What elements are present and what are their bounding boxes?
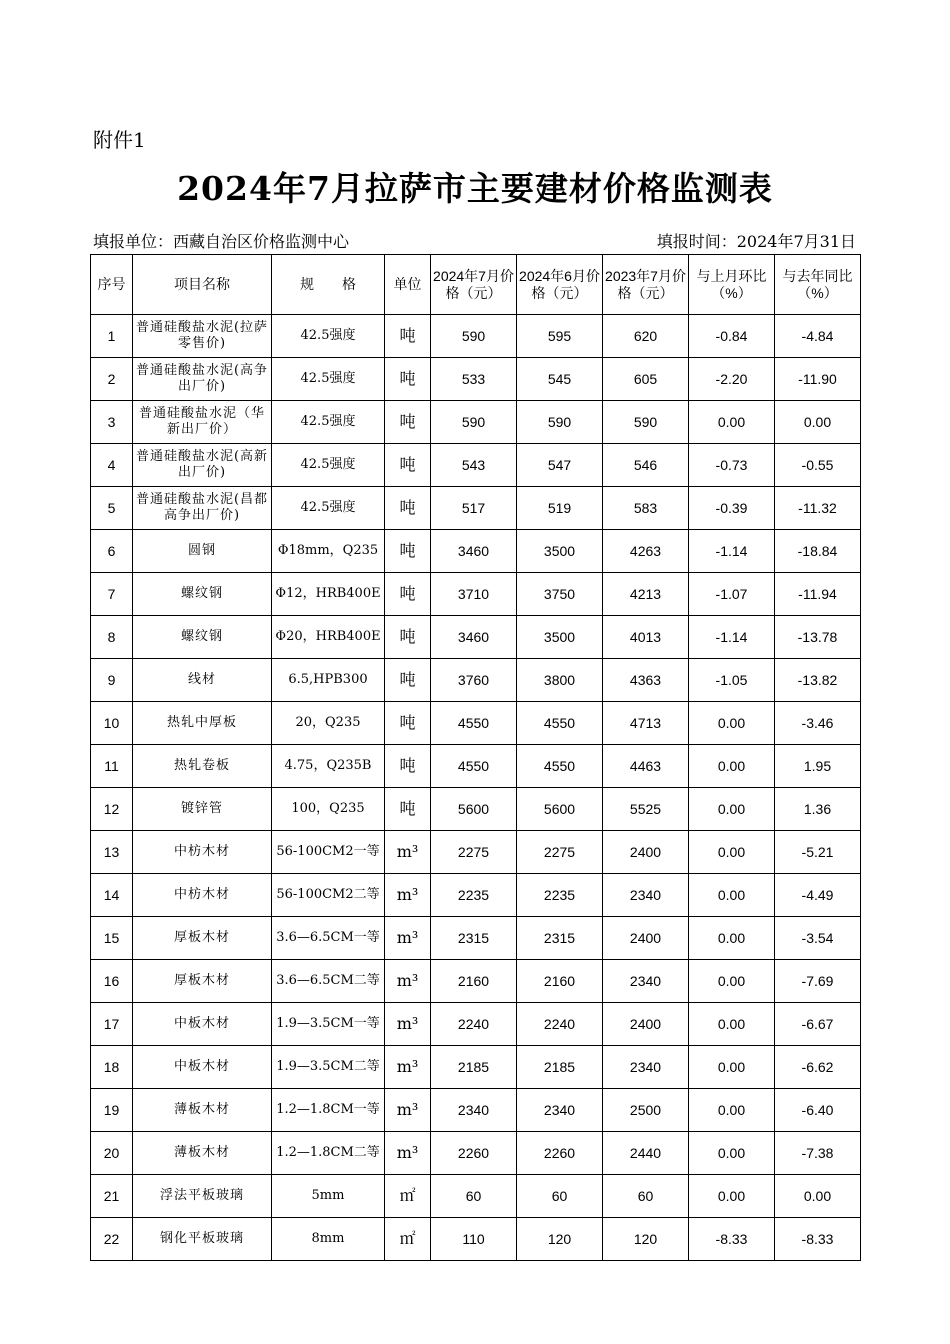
table-row xyxy=(91,315,861,358)
cell-unit: ㎡ xyxy=(385,1175,431,1218)
cell-price-2023-07: 2340 xyxy=(603,874,689,917)
cell-mom: 0.00 xyxy=(689,745,775,788)
table-row xyxy=(91,444,861,487)
cell-price-2024-06: 545 xyxy=(517,358,603,401)
cell-spec: Φ18mm，Q235 xyxy=(272,530,385,573)
cell-spec: 1.9—3.5CM二等 xyxy=(272,1046,385,1089)
cell-mom: 0.00 xyxy=(689,1003,775,1046)
cell-mom: 0.00 xyxy=(689,401,775,444)
cell-unit: 吨 xyxy=(385,315,431,358)
cell-unit: m³ xyxy=(385,831,431,874)
cell-seq: 5 xyxy=(91,487,133,530)
cell-item-name: 厚板木材 xyxy=(133,917,272,960)
table-row xyxy=(91,1046,861,1089)
cell-spec: 4.75，Q235B xyxy=(272,745,385,788)
cell-unit: 吨 xyxy=(385,444,431,487)
cell-price-2023-07: 4213 xyxy=(603,573,689,616)
header-item-name: 项目名称 xyxy=(133,255,272,315)
cell-unit: 吨 xyxy=(385,358,431,401)
cell-mom: -8.33 xyxy=(689,1218,775,1261)
cell-seq: 8 xyxy=(91,616,133,659)
cell-price-2024-07: 3710 xyxy=(431,573,517,616)
cell-spec: 100，Q235 xyxy=(272,788,385,831)
cell-price-2024-07: 590 xyxy=(431,315,517,358)
table-row xyxy=(91,401,861,444)
cell-yoy: -7.69 xyxy=(775,960,861,1003)
cell-price-2024-06: 2235 xyxy=(517,874,603,917)
cell-mom: -1.05 xyxy=(689,659,775,702)
cell-spec: 20，Q235 xyxy=(272,702,385,745)
cell-price-2024-07: 533 xyxy=(431,358,517,401)
cell-item-name: 中枋木材 xyxy=(133,831,272,874)
cell-unit: m³ xyxy=(385,1046,431,1089)
table-row xyxy=(91,960,861,1003)
cell-mom: -1.14 xyxy=(689,616,775,659)
cell-item-name: 薄板木材 xyxy=(133,1089,272,1132)
cell-seq: 13 xyxy=(91,831,133,874)
cell-unit: 吨 xyxy=(385,616,431,659)
cell-yoy: -6.62 xyxy=(775,1046,861,1089)
cell-price-2024-07: 60 xyxy=(431,1175,517,1218)
cell-mom: -0.73 xyxy=(689,444,775,487)
cell-price-2024-07: 517 xyxy=(431,487,517,530)
cell-seq: 3 xyxy=(91,401,133,444)
cell-price-2024-06: 590 xyxy=(517,401,603,444)
cell-spec: 1.9—3.5CM一等 xyxy=(272,1003,385,1046)
cell-seq: 6 xyxy=(91,530,133,573)
cell-price-2023-07: 2500 xyxy=(603,1089,689,1132)
table-row xyxy=(91,831,861,874)
cell-item-name: 浮法平板玻璃 xyxy=(133,1175,272,1218)
cell-spec: 3.6—6.5CM二等 xyxy=(272,960,385,1003)
cell-seq: 11 xyxy=(91,745,133,788)
cell-price-2024-06: 4550 xyxy=(517,702,603,745)
cell-price-2023-07: 4363 xyxy=(603,659,689,702)
cell-mom: -1.07 xyxy=(689,573,775,616)
cell-seq: 12 xyxy=(91,788,133,831)
cell-price-2024-06: 2240 xyxy=(517,1003,603,1046)
cell-yoy: 1.36 xyxy=(775,788,861,831)
table-row xyxy=(91,788,861,831)
cell-price-2023-07: 620 xyxy=(603,315,689,358)
attachment-label: 附件1 xyxy=(93,128,146,152)
cell-item-name: 螺纹钢 xyxy=(133,573,272,616)
cell-price-2023-07: 605 xyxy=(603,358,689,401)
cell-mom: 0.00 xyxy=(689,1046,775,1089)
cell-price-2023-07: 4013 xyxy=(603,616,689,659)
cell-price-2024-07: 2235 xyxy=(431,874,517,917)
cell-item-name: 中板木材 xyxy=(133,1046,272,1089)
cell-price-2024-07: 543 xyxy=(431,444,517,487)
price-table xyxy=(90,254,861,1261)
cell-price-2024-07: 3460 xyxy=(431,530,517,573)
header-mom: 与上月环比（%） xyxy=(689,255,775,315)
cell-price-2024-07: 2315 xyxy=(431,917,517,960)
cell-spec: Φ20，HRB400E xyxy=(272,616,385,659)
cell-price-2023-07: 120 xyxy=(603,1218,689,1261)
cell-unit: m³ xyxy=(385,917,431,960)
cell-seq: 7 xyxy=(91,573,133,616)
table-row xyxy=(91,573,861,616)
cell-price-2024-07: 3760 xyxy=(431,659,517,702)
cell-price-2024-06: 5600 xyxy=(517,788,603,831)
filler-unit: 填报单位：西藏自治区价格监测中心 xyxy=(93,232,350,251)
cell-spec: Φ12，HRB400E xyxy=(272,573,385,616)
cell-price-2024-06: 2260 xyxy=(517,1132,603,1175)
cell-yoy: 0.00 xyxy=(775,401,861,444)
cell-spec: 8mm xyxy=(272,1218,385,1261)
cell-spec: 5mm xyxy=(272,1175,385,1218)
table-row xyxy=(91,358,861,401)
cell-unit: 吨 xyxy=(385,659,431,702)
cell-yoy: -7.38 xyxy=(775,1132,861,1175)
cell-yoy: -3.54 xyxy=(775,917,861,960)
cell-item-name: 普通硅酸盐水泥（华新出厂价） xyxy=(133,401,272,444)
cell-unit: 吨 xyxy=(385,745,431,788)
cell-price-2024-07: 590 xyxy=(431,401,517,444)
table-row xyxy=(91,1175,861,1218)
cell-spec: 42.5强度 xyxy=(272,444,385,487)
cell-yoy: -5.21 xyxy=(775,831,861,874)
cell-yoy: -0.55 xyxy=(775,444,861,487)
cell-yoy: -13.78 xyxy=(775,616,861,659)
cell-price-2024-06: 2340 xyxy=(517,1089,603,1132)
cell-unit: 吨 xyxy=(385,487,431,530)
cell-unit: m³ xyxy=(385,960,431,1003)
cell-mom: 0.00 xyxy=(689,1132,775,1175)
cell-unit: m³ xyxy=(385,874,431,917)
cell-yoy: 1.95 xyxy=(775,745,861,788)
cell-spec: 42.5强度 xyxy=(272,315,385,358)
cell-price-2023-07: 60 xyxy=(603,1175,689,1218)
cell-price-2024-06: 3800 xyxy=(517,659,603,702)
cell-item-name: 线材 xyxy=(133,659,272,702)
cell-price-2023-07: 2340 xyxy=(603,1046,689,1089)
cell-price-2024-06: 2315 xyxy=(517,917,603,960)
cell-price-2024-06: 3750 xyxy=(517,573,603,616)
cell-mom: 0.00 xyxy=(689,960,775,1003)
table-row xyxy=(91,874,861,917)
cell-item-name: 中枋木材 xyxy=(133,874,272,917)
cell-spec: 56-100CM2二等 xyxy=(272,874,385,917)
cell-yoy: -3.46 xyxy=(775,702,861,745)
cell-price-2023-07: 2340 xyxy=(603,960,689,1003)
cell-seq: 9 xyxy=(91,659,133,702)
cell-item-name: 普通硅酸盐水泥(高争出厂价) xyxy=(133,358,272,401)
cell-yoy: -13.82 xyxy=(775,659,861,702)
cell-yoy: -6.67 xyxy=(775,1003,861,1046)
header-seq: 序号 xyxy=(91,255,133,315)
cell-price-2024-07: 2160 xyxy=(431,960,517,1003)
cell-price-2024-06: 120 xyxy=(517,1218,603,1261)
cell-price-2024-06: 3500 xyxy=(517,530,603,573)
cell-price-2023-07: 4713 xyxy=(603,702,689,745)
table-row xyxy=(91,616,861,659)
cell-unit: m³ xyxy=(385,1132,431,1175)
cell-unit: ㎡ xyxy=(385,1218,431,1261)
table-row xyxy=(91,702,861,745)
header-price-2024-07: 2024年7月价格（元） xyxy=(431,255,517,315)
table-row xyxy=(91,1003,861,1046)
cell-mom: 0.00 xyxy=(689,788,775,831)
cell-item-name: 普通硅酸盐水泥(高新出厂价) xyxy=(133,444,272,487)
cell-price-2024-07: 2340 xyxy=(431,1089,517,1132)
cell-price-2023-07: 2400 xyxy=(603,917,689,960)
cell-price-2024-07: 4550 xyxy=(431,702,517,745)
cell-price-2024-07: 2185 xyxy=(431,1046,517,1089)
cell-yoy: -4.84 xyxy=(775,315,861,358)
cell-unit: 吨 xyxy=(385,401,431,444)
cell-yoy: 0.00 xyxy=(775,1175,861,1218)
cell-item-name: 热轧中厚板 xyxy=(133,702,272,745)
header-spec: 规 格 xyxy=(272,255,385,315)
cell-seq: 4 xyxy=(91,444,133,487)
cell-price-2023-07: 5525 xyxy=(603,788,689,831)
cell-item-name: 普通硅酸盐水泥(昌都高争出厂价) xyxy=(133,487,272,530)
table-row xyxy=(91,530,861,573)
cell-unit: m³ xyxy=(385,1089,431,1132)
cell-mom: 0.00 xyxy=(689,702,775,745)
cell-item-name: 普通硅酸盐水泥(拉萨零售价) xyxy=(133,315,272,358)
cell-unit: 吨 xyxy=(385,573,431,616)
cell-price-2023-07: 4263 xyxy=(603,530,689,573)
cell-mom: 0.00 xyxy=(689,1089,775,1132)
cell-unit: m³ xyxy=(385,1003,431,1046)
cell-spec: 42.5强度 xyxy=(272,487,385,530)
header-yoy: 与去年同比（%） xyxy=(775,255,861,315)
cell-price-2024-07: 2275 xyxy=(431,831,517,874)
cell-seq: 15 xyxy=(91,917,133,960)
cell-seq: 20 xyxy=(91,1132,133,1175)
table-row xyxy=(91,1218,861,1261)
table-row xyxy=(91,917,861,960)
cell-item-name: 镀锌管 xyxy=(133,788,272,831)
cell-price-2024-07: 4550 xyxy=(431,745,517,788)
cell-price-2024-06: 3500 xyxy=(517,616,603,659)
cell-price-2023-07: 4463 xyxy=(603,745,689,788)
cell-seq: 17 xyxy=(91,1003,133,1046)
cell-price-2024-06: 2275 xyxy=(517,831,603,874)
cell-price-2024-06: 519 xyxy=(517,487,603,530)
cell-seq: 22 xyxy=(91,1218,133,1261)
cell-price-2023-07: 2400 xyxy=(603,1003,689,1046)
cell-yoy: -11.32 xyxy=(775,487,861,530)
cell-price-2024-07: 3460 xyxy=(431,616,517,659)
cell-price-2023-07: 546 xyxy=(603,444,689,487)
cell-item-name: 中板木材 xyxy=(133,1003,272,1046)
cell-yoy: -11.90 xyxy=(775,358,861,401)
cell-seq: 2 xyxy=(91,358,133,401)
cell-price-2024-06: 547 xyxy=(517,444,603,487)
cell-seq: 18 xyxy=(91,1046,133,1089)
cell-mom: 0.00 xyxy=(689,874,775,917)
cell-mom: 0.00 xyxy=(689,1175,775,1218)
cell-price-2024-07: 5600 xyxy=(431,788,517,831)
cell-spec: 1.2—1.8CM二等 xyxy=(272,1132,385,1175)
cell-unit: 吨 xyxy=(385,530,431,573)
header-unit: 单位 xyxy=(385,255,431,315)
cell-spec: 3.6—6.5CM一等 xyxy=(272,917,385,960)
cell-seq: 1 xyxy=(91,315,133,358)
cell-unit: 吨 xyxy=(385,788,431,831)
header-price-2024-06: 2024年6月价格（元） xyxy=(517,255,603,315)
cell-yoy: -4.49 xyxy=(775,874,861,917)
cell-seq: 19 xyxy=(91,1089,133,1132)
cell-spec: 6.5,HPB300 xyxy=(272,659,385,702)
table-row xyxy=(91,745,861,788)
table-row xyxy=(91,1089,861,1132)
cell-seq: 14 xyxy=(91,874,133,917)
cell-yoy: -11.94 xyxy=(775,573,861,616)
cell-price-2024-07: 110 xyxy=(431,1218,517,1261)
cell-seq: 21 xyxy=(91,1175,133,1218)
table-row xyxy=(91,659,861,702)
cell-spec: 56-100CM2一等 xyxy=(272,831,385,874)
cell-price-2024-07: 2240 xyxy=(431,1003,517,1046)
cell-item-name: 钢化平板玻璃 xyxy=(133,1218,272,1261)
cell-seq: 10 xyxy=(91,702,133,745)
table-row xyxy=(91,487,861,530)
cell-price-2024-06: 595 xyxy=(517,315,603,358)
cell-yoy: -6.40 xyxy=(775,1089,861,1132)
cell-yoy: -18.84 xyxy=(775,530,861,573)
cell-item-name: 圆钢 xyxy=(133,530,272,573)
cell-yoy: -8.33 xyxy=(775,1218,861,1261)
cell-price-2024-06: 2185 xyxy=(517,1046,603,1089)
cell-price-2023-07: 2400 xyxy=(603,831,689,874)
table-row xyxy=(91,1132,861,1175)
page-title: 2024年7月拉萨市主要建材价格监测表 xyxy=(177,169,773,208)
cell-price-2023-07: 583 xyxy=(603,487,689,530)
cell-unit: 吨 xyxy=(385,702,431,745)
cell-price-2024-07: 2260 xyxy=(431,1132,517,1175)
cell-mom: -0.84 xyxy=(689,315,775,358)
cell-item-name: 厚板木材 xyxy=(133,960,272,1003)
cell-spec: 1.2—1.8CM一等 xyxy=(272,1089,385,1132)
cell-item-name: 薄板木材 xyxy=(133,1132,272,1175)
cell-mom: -2.20 xyxy=(689,358,775,401)
cell-price-2024-06: 2160 xyxy=(517,960,603,1003)
header-price-2023-07: 2023年7月价格（元） xyxy=(603,255,689,315)
cell-price-2024-06: 4550 xyxy=(517,745,603,788)
cell-price-2023-07: 590 xyxy=(603,401,689,444)
cell-mom: -0.39 xyxy=(689,487,775,530)
cell-mom: 0.00 xyxy=(689,831,775,874)
table-header-row xyxy=(91,255,861,315)
cell-mom: -1.14 xyxy=(689,530,775,573)
cell-price-2023-07: 2440 xyxy=(603,1132,689,1175)
cell-spec: 42.5强度 xyxy=(272,401,385,444)
cell-mom: 0.00 xyxy=(689,917,775,960)
cell-price-2024-06: 60 xyxy=(517,1175,603,1218)
cell-item-name: 螺纹钢 xyxy=(133,616,272,659)
cell-item-name: 热轧卷板 xyxy=(133,745,272,788)
fill-time: 填报时间：2024年7月31日 xyxy=(656,232,856,251)
cell-seq: 16 xyxy=(91,960,133,1003)
cell-spec: 42.5强度 xyxy=(272,358,385,401)
